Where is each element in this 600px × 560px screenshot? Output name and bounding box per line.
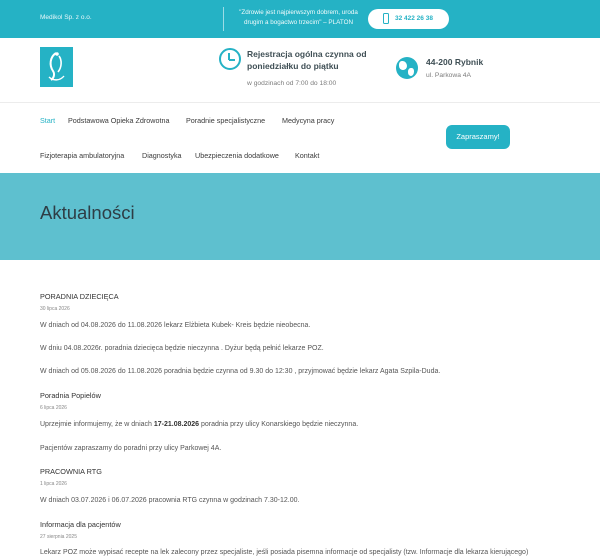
clock-icon bbox=[219, 48, 241, 70]
nav-poradnie[interactable]: Poradnie specjalistyczne bbox=[186, 116, 266, 125]
nav-medycyna-pracy[interactable]: Medycyna pracy bbox=[282, 116, 335, 125]
cta-button[interactable]: Zapraszamy! bbox=[446, 125, 510, 149]
nav-fizjoterapia[interactable]: Fizjoterapia ambulatoryjna bbox=[40, 151, 125, 160]
globe-icon bbox=[396, 57, 418, 79]
post-title[interactable]: PRACOWNIA RTG bbox=[40, 467, 102, 476]
logo-icon bbox=[40, 47, 73, 87]
header-divider bbox=[0, 102, 600, 103]
logo[interactable] bbox=[40, 47, 73, 87]
page-banner bbox=[0, 173, 600, 260]
registration-title: Rejestracja ogólna czynna od poniedziałku do piątku bbox=[247, 49, 367, 71]
nav-start[interactable]: Start bbox=[40, 116, 56, 125]
registration-hours: w godzinach od 7:00 do 18:00 bbox=[247, 80, 337, 87]
address-street: ul. Parkowa 4A bbox=[426, 72, 471, 79]
nav-diagnostyka[interactable]: Diagnostyka bbox=[142, 151, 182, 160]
nav-ubezpieczenia[interactable]: Ubezpieczenia dodatkowe bbox=[195, 151, 279, 160]
post-date: 1 lipca 2026 bbox=[40, 481, 67, 487]
post-paragraph: Lekarz POZ może wypisać recepte na lek zalecony przez specjaliste, jeśli posiada pisemna informacje od specjalisty (tzw. Informacje dla lekarza kierującego) bbox=[40, 549, 529, 556]
post-date: 30 lipca 2026 bbox=[40, 306, 70, 312]
header-quote: "Zdrowie jest najpierwszym dobrem, uroda drugim a bogactwo trzecim" – PLATON bbox=[239, 9, 358, 26]
post-title[interactable]: PORADNIA DZIECIĘCA bbox=[40, 292, 119, 301]
nav-poz[interactable]: Podstawowa Opieka Zdrowotna bbox=[68, 116, 170, 125]
address-city: 44-200 Rybnik bbox=[426, 57, 484, 67]
post-paragraph: W dniach od 04.08.2026 do 11.08.2026 lekarz Elżbieta Kubek- Kreis będzie nieobecna. bbox=[40, 322, 311, 329]
phone-number: 32 422 26 38 bbox=[395, 15, 433, 22]
phone-button[interactable] bbox=[368, 9, 449, 29]
nav-kontakt[interactable]: Kontakt bbox=[295, 151, 320, 160]
post-paragraph: Uprzejmie informujemy, że w dniach 17-21.08.2026 poradnia przy ulicy Konarskiego będzie nieczynna. bbox=[40, 421, 359, 428]
post-paragraph: W dniu 04.08.2026r. poradnia dziecięca będzie nieczynna . Dyżur będą pełnić lekarze POZ. bbox=[40, 345, 324, 352]
post-title[interactable]: Poradnia Popielów bbox=[40, 391, 101, 400]
top-bar-divider bbox=[223, 7, 224, 31]
post-date: 6 lipca 2026 bbox=[40, 405, 67, 411]
post-title[interactable]: Informacja dla pacjentów bbox=[40, 520, 121, 529]
top-bar bbox=[0, 0, 600, 38]
phone-icon bbox=[383, 13, 389, 24]
post-paragraph: Pacjentów zapraszamy do poradni przy ulicy Parkowej 4A. bbox=[40, 445, 222, 452]
post-date: 27 sierpnia 2025 bbox=[40, 534, 77, 540]
post-paragraph: W dniach 03.07.2026 i 06.07.2026 pracownia RTG czynna w godzinach 7.30-12.00. bbox=[40, 497, 300, 504]
company-name: Medikol Sp. z o.o. bbox=[40, 14, 92, 21]
page-title: Aktualności bbox=[40, 202, 135, 223]
post-paragraph: W dniach od 05.08.2026 do 11.08.2026 poradnia będzie czynna od 9.30 do 12:30 , przyjmować będzie lekarz Agata Szpila-Duda. bbox=[40, 368, 441, 375]
